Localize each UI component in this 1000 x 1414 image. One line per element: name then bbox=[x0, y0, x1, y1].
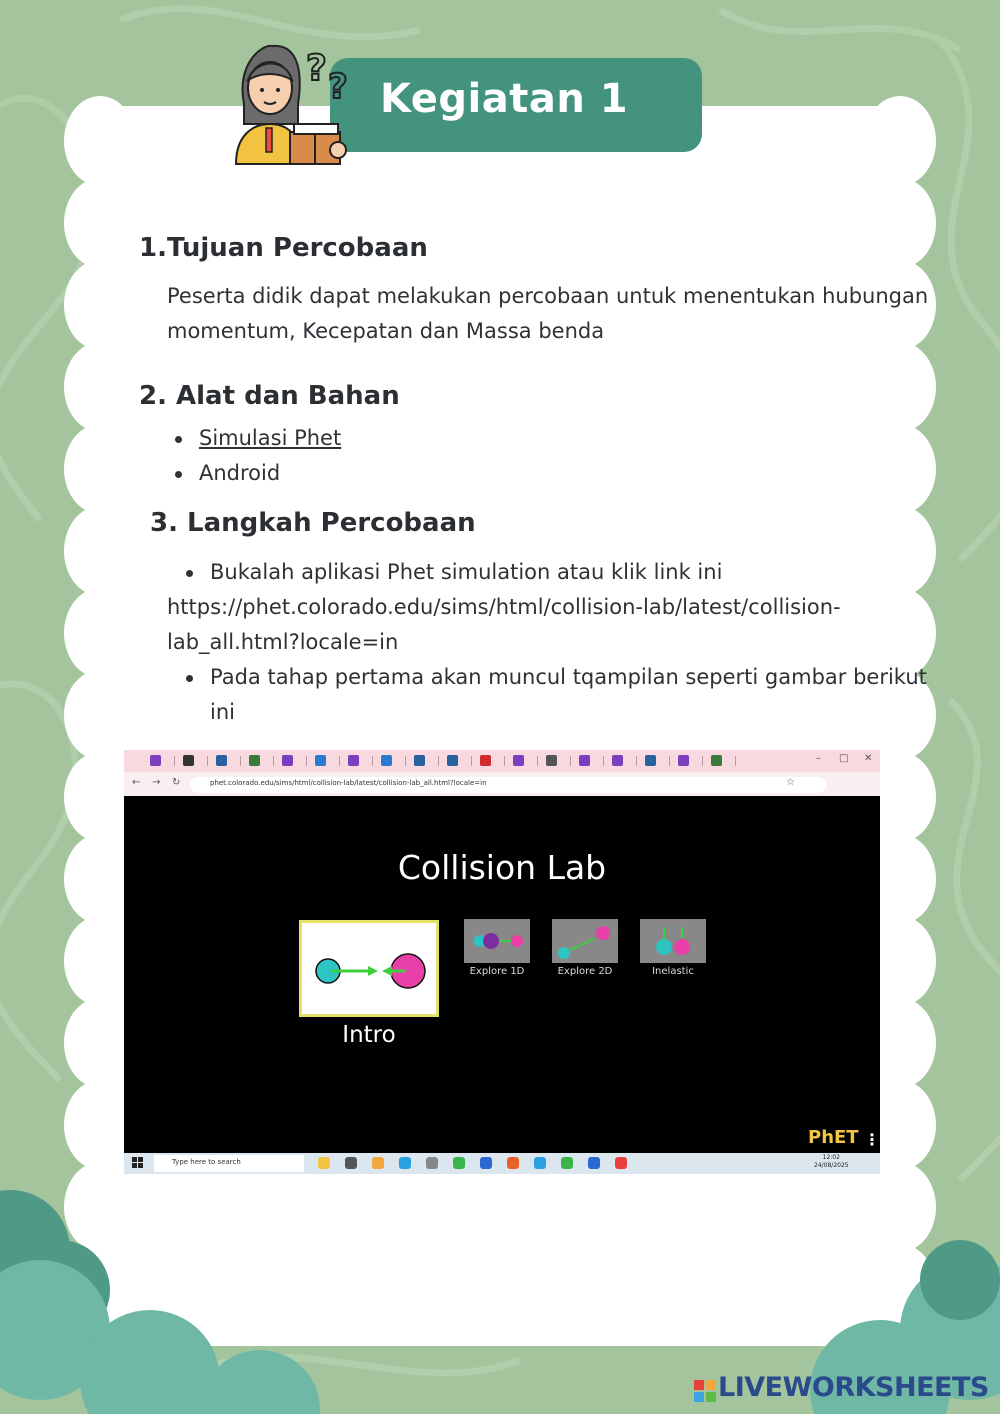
taskbar-app-icon bbox=[372, 1157, 384, 1169]
tab-separator bbox=[735, 756, 736, 766]
restore-icon: □ bbox=[839, 753, 849, 764]
tab-separator bbox=[471, 756, 472, 766]
tab-separator bbox=[438, 756, 439, 766]
taskbar-app-icon bbox=[318, 1157, 330, 1169]
close-window-icon: ✕ bbox=[864, 753, 873, 764]
browser-tab-favicon bbox=[579, 755, 590, 766]
tab-separator bbox=[174, 756, 175, 766]
section-heading-alat: 2. Alat dan Bahan bbox=[139, 381, 400, 411]
bullet-dot bbox=[175, 471, 182, 478]
taskbar-app-icon bbox=[561, 1157, 573, 1169]
page-title: Kegiatan 1 bbox=[380, 76, 629, 122]
inelastic-label: Inelastic bbox=[652, 966, 694, 977]
inelastic-thumb bbox=[640, 919, 706, 963]
taskbar-app-icon bbox=[345, 1157, 357, 1169]
svg-text:?: ? bbox=[306, 48, 327, 89]
browser-tab-favicon bbox=[480, 755, 491, 766]
tujuan-text-line2: momentum, Kecepatan dan Massa benda bbox=[167, 319, 605, 343]
phet-link[interactable]: Simulasi Phet bbox=[199, 426, 342, 450]
tab-separator bbox=[207, 756, 208, 766]
back-icon: ← bbox=[132, 777, 141, 788]
intro-label: Intro bbox=[342, 1022, 396, 1048]
taskbar-app-icon bbox=[588, 1157, 600, 1169]
reload-icon: ↻ bbox=[172, 777, 181, 788]
taskbar-clock bbox=[814, 1154, 849, 1170]
tab-separator bbox=[273, 756, 274, 766]
tab-separator bbox=[537, 756, 538, 766]
browser-tab-favicon bbox=[282, 755, 293, 766]
browser-tab-bar bbox=[124, 750, 880, 772]
bullet-dot bbox=[186, 675, 193, 682]
intro-screen-thumb bbox=[299, 920, 439, 1017]
browser-tab-favicon bbox=[150, 755, 161, 766]
alat-item-android: Android bbox=[199, 461, 281, 485]
langkah-url-line2: lab_all.html?locale=in bbox=[167, 630, 399, 654]
browser-tab-favicon bbox=[678, 755, 689, 766]
minimize-icon: – bbox=[816, 753, 821, 764]
tab-separator bbox=[702, 756, 703, 766]
browser-tab-favicon bbox=[381, 755, 392, 766]
tab-separator bbox=[603, 756, 604, 766]
tab-separator bbox=[306, 756, 307, 766]
browser-tab-favicon bbox=[612, 755, 623, 766]
tab-separator bbox=[636, 756, 637, 766]
explore-2d-label: Explore 2D bbox=[557, 966, 613, 977]
phet-screenshot bbox=[124, 750, 880, 1174]
browser-tab-favicon bbox=[414, 755, 425, 766]
footer-brand: LIVEWORKSHEETS bbox=[718, 1372, 989, 1403]
taskbar-search-text: Type here to search bbox=[172, 1158, 241, 1166]
section-heading-langkah: 3. Langkah Percobaan bbox=[150, 508, 476, 538]
taskbar-app-icon bbox=[507, 1157, 519, 1169]
tab-separator bbox=[405, 756, 406, 766]
langkah-step2-line1: Pada tahap pertama akan muncul tqampilan seperti gambar berikut bbox=[210, 665, 927, 689]
taskbar-app-icon bbox=[453, 1157, 465, 1169]
tab-separator bbox=[339, 756, 340, 766]
phet-menu-icon: ⋮ bbox=[864, 1130, 880, 1149]
tujuan-text-line1: Peserta didik dapat melakukan percobaan untuk menentukan hubungan bbox=[167, 284, 929, 308]
tab-separator bbox=[372, 756, 373, 766]
bullet-dot bbox=[175, 436, 182, 443]
explore-1d-label: Explore 1D bbox=[469, 966, 525, 977]
langkah-step2-line2: ini bbox=[210, 700, 235, 724]
browser-tab-favicon bbox=[645, 755, 656, 766]
browser-tab-favicon bbox=[447, 755, 458, 766]
bookmark-star-icon: ☆ bbox=[786, 777, 795, 788]
windows-start-icon bbox=[132, 1157, 144, 1169]
browser-tab-favicon bbox=[183, 755, 194, 766]
address-url: phet.colorado.edu/sims/html/collision-lab/latest/collision-lab_all.html?locale=in bbox=[210, 779, 487, 787]
tab-separator bbox=[504, 756, 505, 766]
svg-text:?: ? bbox=[328, 67, 348, 107]
browser-tab-favicon bbox=[315, 755, 326, 766]
browser-tab-favicon bbox=[348, 755, 359, 766]
forward-icon: → bbox=[152, 777, 161, 788]
taskbar-app-icon bbox=[426, 1157, 438, 1169]
explore-1d-thumb bbox=[464, 919, 530, 963]
taskbar-app-icon bbox=[399, 1157, 411, 1169]
phet-logo: PhET bbox=[808, 1127, 859, 1148]
langkah-step1: Bukalah aplikasi Phet simulation atau klik link ini bbox=[210, 560, 723, 584]
tab-separator bbox=[240, 756, 241, 766]
tab-separator bbox=[669, 756, 670, 766]
bullet-dot bbox=[186, 570, 193, 577]
section-heading-tujuan: 1.Tujuan Percobaan bbox=[139, 233, 428, 263]
browser-tab-favicon bbox=[546, 755, 557, 766]
clock-date: 24/08/2025 bbox=[814, 1162, 849, 1169]
explore-2d-thumb bbox=[552, 919, 618, 963]
browser-tab-favicon bbox=[249, 755, 260, 766]
sim-title: Collision Lab bbox=[397, 848, 607, 887]
browser-tab-favicon bbox=[711, 755, 722, 766]
browser-tab-favicon bbox=[216, 755, 227, 766]
taskbar-app-icon bbox=[615, 1157, 627, 1169]
clock-time: 12:02 bbox=[822, 1154, 840, 1161]
tab-separator bbox=[570, 756, 571, 766]
taskbar-app-icon bbox=[480, 1157, 492, 1169]
langkah-url-line1: https://phet.colorado.edu/sims/html/collision-lab/latest/collision- bbox=[167, 595, 841, 619]
browser-tab-favicon bbox=[513, 755, 524, 766]
taskbar-app-icon bbox=[534, 1157, 546, 1169]
